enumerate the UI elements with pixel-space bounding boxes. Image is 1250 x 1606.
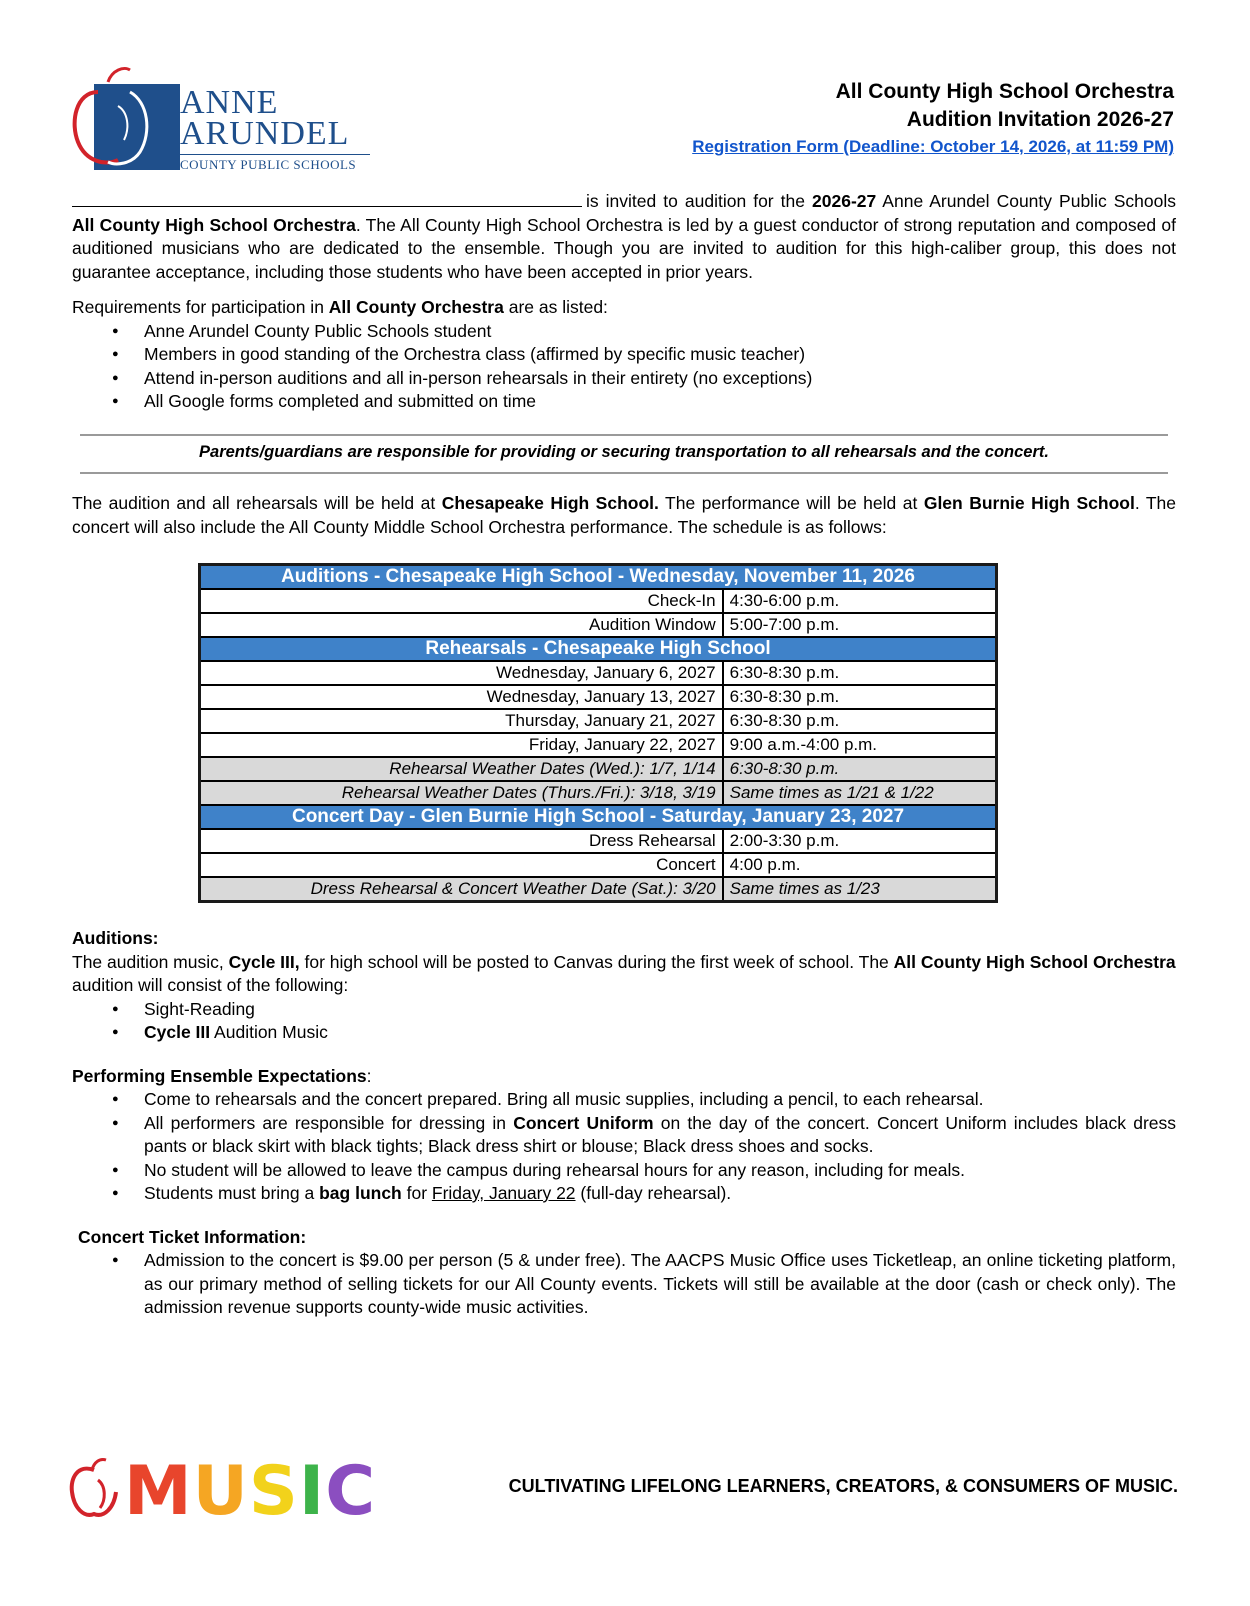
table-row xyxy=(200,637,997,661)
schedule-label: Friday, January 22, 2027 xyxy=(200,733,723,757)
list-item xyxy=(118,1182,1176,1206)
venue-paragraph xyxy=(72,492,1176,539)
auditions-cycle: Cycle III, xyxy=(228,951,300,972)
apple-logo-icon xyxy=(68,62,188,182)
table-row xyxy=(200,709,997,733)
tickets-section xyxy=(72,1226,1176,1320)
transportation-notice: Parents/guardians are responsible for providing or securing transportation to all rehearsals and the concert. xyxy=(80,434,1168,475)
tickets-heading: Concert Ticket Information: xyxy=(78,1226,307,1247)
music-letter: C xyxy=(325,1452,377,1531)
student-name-blank xyxy=(72,190,582,207)
title-block xyxy=(692,78,1174,160)
logo-line-county: COUNTY PUBLIC SCHOOLS xyxy=(180,154,370,173)
schedule-label: Wednesday, January 6, 2027 xyxy=(200,661,723,685)
logo-line-anne: ANNE xyxy=(180,84,279,121)
venue-school: Chesapeake High School. xyxy=(441,493,659,513)
logo-line-arundel: ARUNDEL xyxy=(180,115,350,152)
table-row xyxy=(200,661,997,685)
list-item: ● Come to rehearsals and the concert prepared. Bring all music supplies, including a pencil, to each rehearsal. xyxy=(118,1088,1176,1112)
list-item: ● Anne Arundel County Public Schools student xyxy=(118,320,1176,344)
table-row xyxy=(200,781,997,805)
auditions-heading: Auditions: xyxy=(72,928,159,948)
venue-school: Glen Burnie High School xyxy=(923,493,1135,513)
list-item-text: (full-day rehearsal). xyxy=(575,1183,732,1203)
schedule-label: Concert xyxy=(200,853,723,877)
requirements-text: Requirements for participation in xyxy=(72,297,329,317)
rehearsals-header: Rehearsals - Chesapeake High School xyxy=(200,637,997,661)
requirements-bold: All County Orchestra xyxy=(328,297,504,317)
bag-lunch-bold: bag lunch xyxy=(319,1183,402,1203)
list-item xyxy=(118,1112,1176,1159)
list-item-text: for xyxy=(401,1183,432,1203)
schedule-value: 4:00 p.m. xyxy=(723,853,997,877)
table-row xyxy=(200,565,997,590)
list-item: ● All Google forms completed and submitted on time xyxy=(118,390,1176,414)
list-item-text: Students must bring a xyxy=(144,1183,320,1203)
auditions-text: for high school will be posted to Canvas during the first week of school. The xyxy=(299,951,894,972)
expectations-heading-text: Performing Ensemble Expectations xyxy=(72,1065,367,1086)
intro-text: is invited to audition for the xyxy=(586,191,813,211)
list-item: ● Attend in-person auditions and all in-person rehearsals in their entirety (no exceptions) xyxy=(118,367,1176,391)
requirements-list xyxy=(72,320,1176,414)
list-item: ● Sight-Reading xyxy=(118,998,1176,1022)
schedule-value: Same times as 1/21 & 1/22 xyxy=(723,781,997,805)
friday-date: Friday, January 22 xyxy=(431,1183,576,1203)
intro-text: Anne Arundel County Public Schools xyxy=(876,191,1176,211)
uniform-bold: Concert Uniform xyxy=(513,1112,654,1133)
schedule-value: 6:30-8:30 p.m. xyxy=(723,685,997,709)
venue-text: . The concert will also include the All County Middle School Orchestra performance. The schedule is as follows: xyxy=(72,493,1177,537)
list-item: ● Admission to the concert is $9.00 per person (5 & under free). The AACPS Music Office uses Ticketleap, an online ticketing platform, as our primary method of selling tickets for our All County events. Tickets will still be available at the door (cash or check only). The admission revenue supports county-wide music activities. xyxy=(118,1249,1176,1320)
schedule-value: 2:00-3:30 p.m. xyxy=(723,829,997,853)
intro-text: . The All County High School Orchestra is led by a guest conductor of strong reputation and composed of auditioned musicians who are dedicated to the ensemble. Though you are invited to audition for this high-caliber group, this does not guarantee acceptance, including those students who have been accepted in prior years. xyxy=(72,214,1176,282)
schedule-value: Same times as 1/23 xyxy=(723,877,997,902)
auditions-text: audition will consist of the following: xyxy=(72,975,349,995)
auditions-text: The audition music, xyxy=(72,951,229,972)
table-row xyxy=(200,589,997,613)
schedule-value: 6:30-8:30 p.m. xyxy=(723,757,997,781)
tickets-list xyxy=(72,1249,1176,1320)
schedule-label: Dress Rehearsal xyxy=(200,829,723,853)
music-letter: I xyxy=(298,1452,326,1531)
schedule-label: Dress Rehearsal & Concert Weather Date (Sat.): 3/20 xyxy=(200,877,723,902)
auditions-ensemble: All County High School Orchestra xyxy=(893,951,1176,972)
table-row xyxy=(200,829,997,853)
footer-tagline: CULTIVATING LIFELONG LEARNERS, CREATORS, & CONSUMERS OF MUSIC. xyxy=(508,1476,1178,1496)
cycle-bold: Cycle III xyxy=(144,1022,211,1042)
music-logo xyxy=(68,1452,376,1531)
list-item xyxy=(118,1021,1176,1045)
schedule-value: 5:00-7:00 p.m. xyxy=(723,613,997,637)
schedule-value: 4:30-6:00 p.m. xyxy=(723,589,997,613)
schedule-value: 6:30-8:30 p.m. xyxy=(723,661,997,685)
table-row xyxy=(200,877,997,902)
footer xyxy=(68,1452,1178,1532)
schedule-table xyxy=(198,563,998,903)
table-row xyxy=(200,805,997,829)
auditions-list xyxy=(72,998,1176,1045)
expectations-heading xyxy=(72,1065,1176,1089)
expectations-list xyxy=(72,1088,1176,1206)
table-row xyxy=(200,757,997,781)
list-item-text: Audition Music xyxy=(210,1022,328,1042)
table-row xyxy=(200,613,997,637)
list-item: ● No student will be allowed to leave the campus during rehearsal hours for any reason, including for meals. xyxy=(118,1159,1176,1183)
list-item: ● Members in good standing of the Orchestra class (affirmed by specific music teacher) xyxy=(118,343,1176,367)
auditions-paragraph xyxy=(72,951,1176,998)
requirements-text: are as listed: xyxy=(503,297,608,317)
table-row xyxy=(200,733,997,757)
schedule-label: Check-In xyxy=(200,589,723,613)
document-body xyxy=(72,190,1176,1320)
schedule-label: Wednesday, January 13, 2027 xyxy=(200,685,723,709)
music-letter: U xyxy=(192,1452,249,1531)
table-row xyxy=(200,853,997,877)
intro-ensemble: All County High School Orchestra xyxy=(72,214,356,235)
music-letter: M xyxy=(124,1452,193,1531)
auditions-section xyxy=(72,927,1176,1045)
auditions-header: Auditions - Chesapeake High School - Wednesday, November 11, 2026 xyxy=(200,565,997,590)
document-subtitle: Audition Invitation 2026-27 xyxy=(906,108,1174,131)
venue-text: The performance will be held at xyxy=(658,493,924,513)
document-title: All County High School Orchestra xyxy=(835,80,1174,103)
schedule-label: Audition Window xyxy=(200,613,723,637)
schedule-label: Rehearsal Weather Dates (Thurs./Fri.): 3/18, 3/19 xyxy=(200,781,723,805)
expectations-section xyxy=(72,1065,1176,1206)
list-item-text: All performers are responsible for dressing in xyxy=(144,1112,514,1133)
concert-header: Concert Day - Glen Burnie High School - Saturday, January 23, 2027 xyxy=(200,805,997,829)
schedule-label: Rehearsal Weather Dates (Wed.): 1/7, 1/14 xyxy=(200,757,723,781)
music-letter: S xyxy=(248,1452,299,1531)
schedule-label: Thursday, January 21, 2027 xyxy=(200,709,723,733)
logo-wordmark xyxy=(180,84,370,173)
schedule-value: 6:30-8:30 p.m. xyxy=(723,709,997,733)
requirements-intro xyxy=(72,296,1176,320)
expectations-heading-suffix: : xyxy=(366,1065,372,1086)
intro-year: 2026-27 xyxy=(812,191,877,211)
table-row xyxy=(200,685,997,709)
list-item-text: on the day of the concert. Concert Uniform includes black dress pants or black skirt with black tights; Black dress shirt or blouse; Black dress shoes and socks. xyxy=(144,1112,1176,1156)
schedule-value: 9:00 a.m.-4:00 p.m. xyxy=(723,733,997,757)
registration-form-link[interactable]: Registration Form (Deadline: October 14, 2026, at 11:59 PM) xyxy=(692,137,1174,156)
intro-paragraph xyxy=(72,190,1176,284)
venue-text: The audition and all rehearsals will be held at xyxy=(72,493,442,513)
